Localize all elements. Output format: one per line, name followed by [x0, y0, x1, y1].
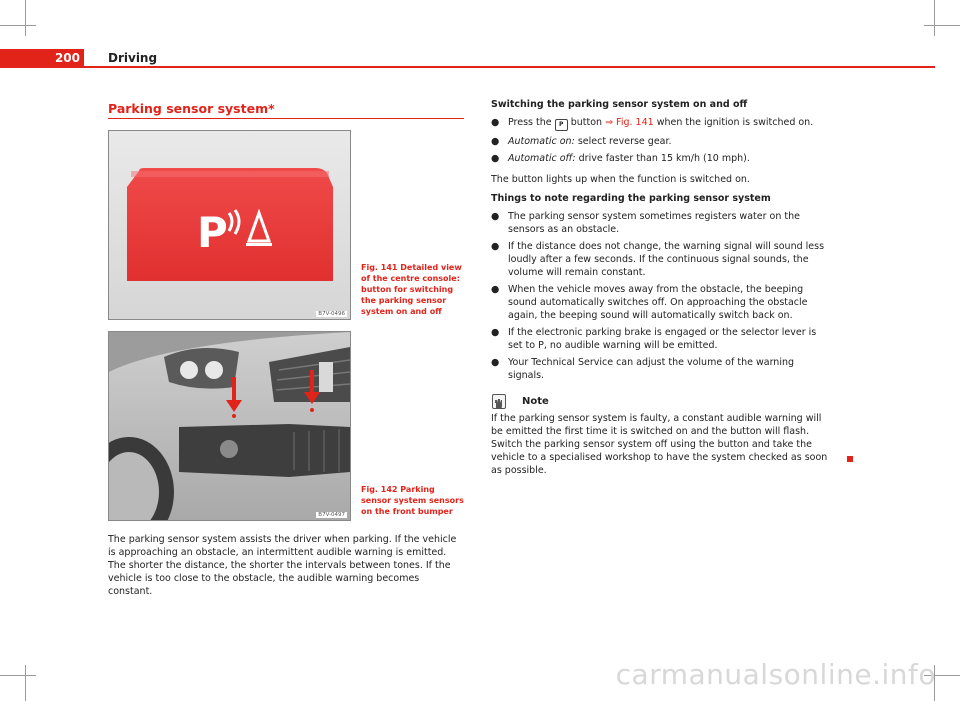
- list-item: [491, 283, 831, 322]
- crop-mark: [25, 665, 26, 701]
- list-item-text: Your Technical Service can adjust the volume of the warning signals.: [508, 357, 795, 381]
- header-rule: [0, 66, 935, 68]
- svg-text:P: P: [197, 208, 228, 257]
- bullet: ●: [491, 136, 500, 147]
- bullet: ●: [491, 153, 500, 164]
- list-item: [491, 135, 831, 148]
- figure-code: B7V-0496: [318, 311, 345, 317]
- list-item-text: When the vehicle moves away from the obstacle, the beeping sound automatically switches off. On approaching the obstacle again, the beeping sound will automatically switch back on.: [508, 284, 808, 321]
- figure-label: Fig. 141: [361, 263, 398, 272]
- note-box: [491, 394, 831, 477]
- note-heading: Note: [522, 396, 549, 407]
- figure-142-bumper: [108, 331, 351, 521]
- bullet: ●: [491, 327, 500, 338]
- list-item: [491, 240, 831, 279]
- section-end-marker: [847, 456, 853, 462]
- press-suffix: when the ignition is switched on.: [656, 117, 814, 128]
- bullet: ●: [491, 117, 500, 128]
- list-item-text: If the distance does not change, the warning signal will sound less loudly after a few seconds. If the continuous signal sounds, the volume will remain constant.: [508, 241, 825, 278]
- figure-code: B7V-0497: [318, 512, 345, 518]
- press-prefix: Press the: [508, 117, 552, 128]
- section-title: Parking sensor system*: [108, 101, 275, 116]
- bumper-sensors-illustration: [109, 332, 350, 520]
- list-item-text: If the electronic parking brake is engaged or the selector lever is set to P, no audible warning will be emitted.: [508, 327, 817, 351]
- list-item: [491, 326, 831, 352]
- list-item: [491, 152, 831, 165]
- crop-mark: [934, 0, 935, 36]
- crop-mark: [25, 0, 26, 36]
- note-icon: [492, 394, 506, 409]
- switching-heading: Switching the parking sensor system on and off: [491, 99, 748, 110]
- list-item: [491, 356, 831, 382]
- chapter-title: Driving: [108, 51, 158, 65]
- bullet: ●: [491, 241, 500, 252]
- figure-label: Fig. 142: [361, 485, 398, 494]
- crop-mark: [0, 25, 36, 26]
- right-column: [491, 98, 831, 477]
- figure-142-caption: [361, 484, 467, 517]
- parking-button-icon: P: [555, 119, 568, 131]
- intro-paragraph: The parking sensor system assists the driver when parking. If the vehicle is approaching an obstacle, an intermittent audible warning is emitted. The shorter the distance, the shorter the intervals between tones. If the vehicle is too close to the obstacle, the audible warning becomes constant.: [108, 534, 457, 597]
- auto-off-text: drive faster than 15 km/h (10 mph).: [578, 153, 750, 164]
- auto-on-label: Automatic on:: [508, 136, 575, 147]
- press-mid: button: [570, 117, 603, 128]
- bullet: ●: [491, 211, 500, 222]
- list-item: [491, 116, 831, 131]
- bullet: ●: [491, 284, 500, 295]
- crop-mark: [924, 25, 960, 26]
- figure-141-caption: [361, 262, 467, 317]
- crop-mark: [0, 675, 36, 676]
- note-text: If the parking sensor system is faulty, a constant audible warning will be emitted the first time it is switched on and the button will flash. Switch the parking sensor system off using the button and take the vehicle to a specialised workshop to have the system checked as soon as possible.: [491, 413, 828, 476]
- list-item-text: The parking sensor system sometimes registers water on the sensors as an obstacle.: [508, 211, 800, 235]
- auto-off-label: Automatic off:: [508, 153, 576, 164]
- figure-caption-text: Detailed view of the centre console: button for switching the parking sensor system on and off: [361, 263, 462, 316]
- auto-on-text: select reverse gear.: [577, 136, 672, 147]
- hand-icon: [493, 398, 504, 410]
- figure-link[interactable]: ⇒ Fig. 141: [605, 117, 654, 128]
- list-item: [491, 210, 831, 236]
- bullet: ●: [491, 357, 500, 368]
- parking-button-illustration: [109, 131, 350, 319]
- lights-paragraph: The button lights up when the function is switched on.: [491, 174, 750, 185]
- things-heading: Things to note regarding the parking sensor system: [491, 193, 771, 204]
- page-number: 200: [0, 49, 84, 68]
- watermark: carmanualsonline.info: [615, 658, 936, 691]
- figure-caption-text: Parking sensor system sensors on the front bumper: [361, 485, 464, 516]
- figure-141-button: [108, 130, 351, 320]
- section-rule: [108, 118, 464, 119]
